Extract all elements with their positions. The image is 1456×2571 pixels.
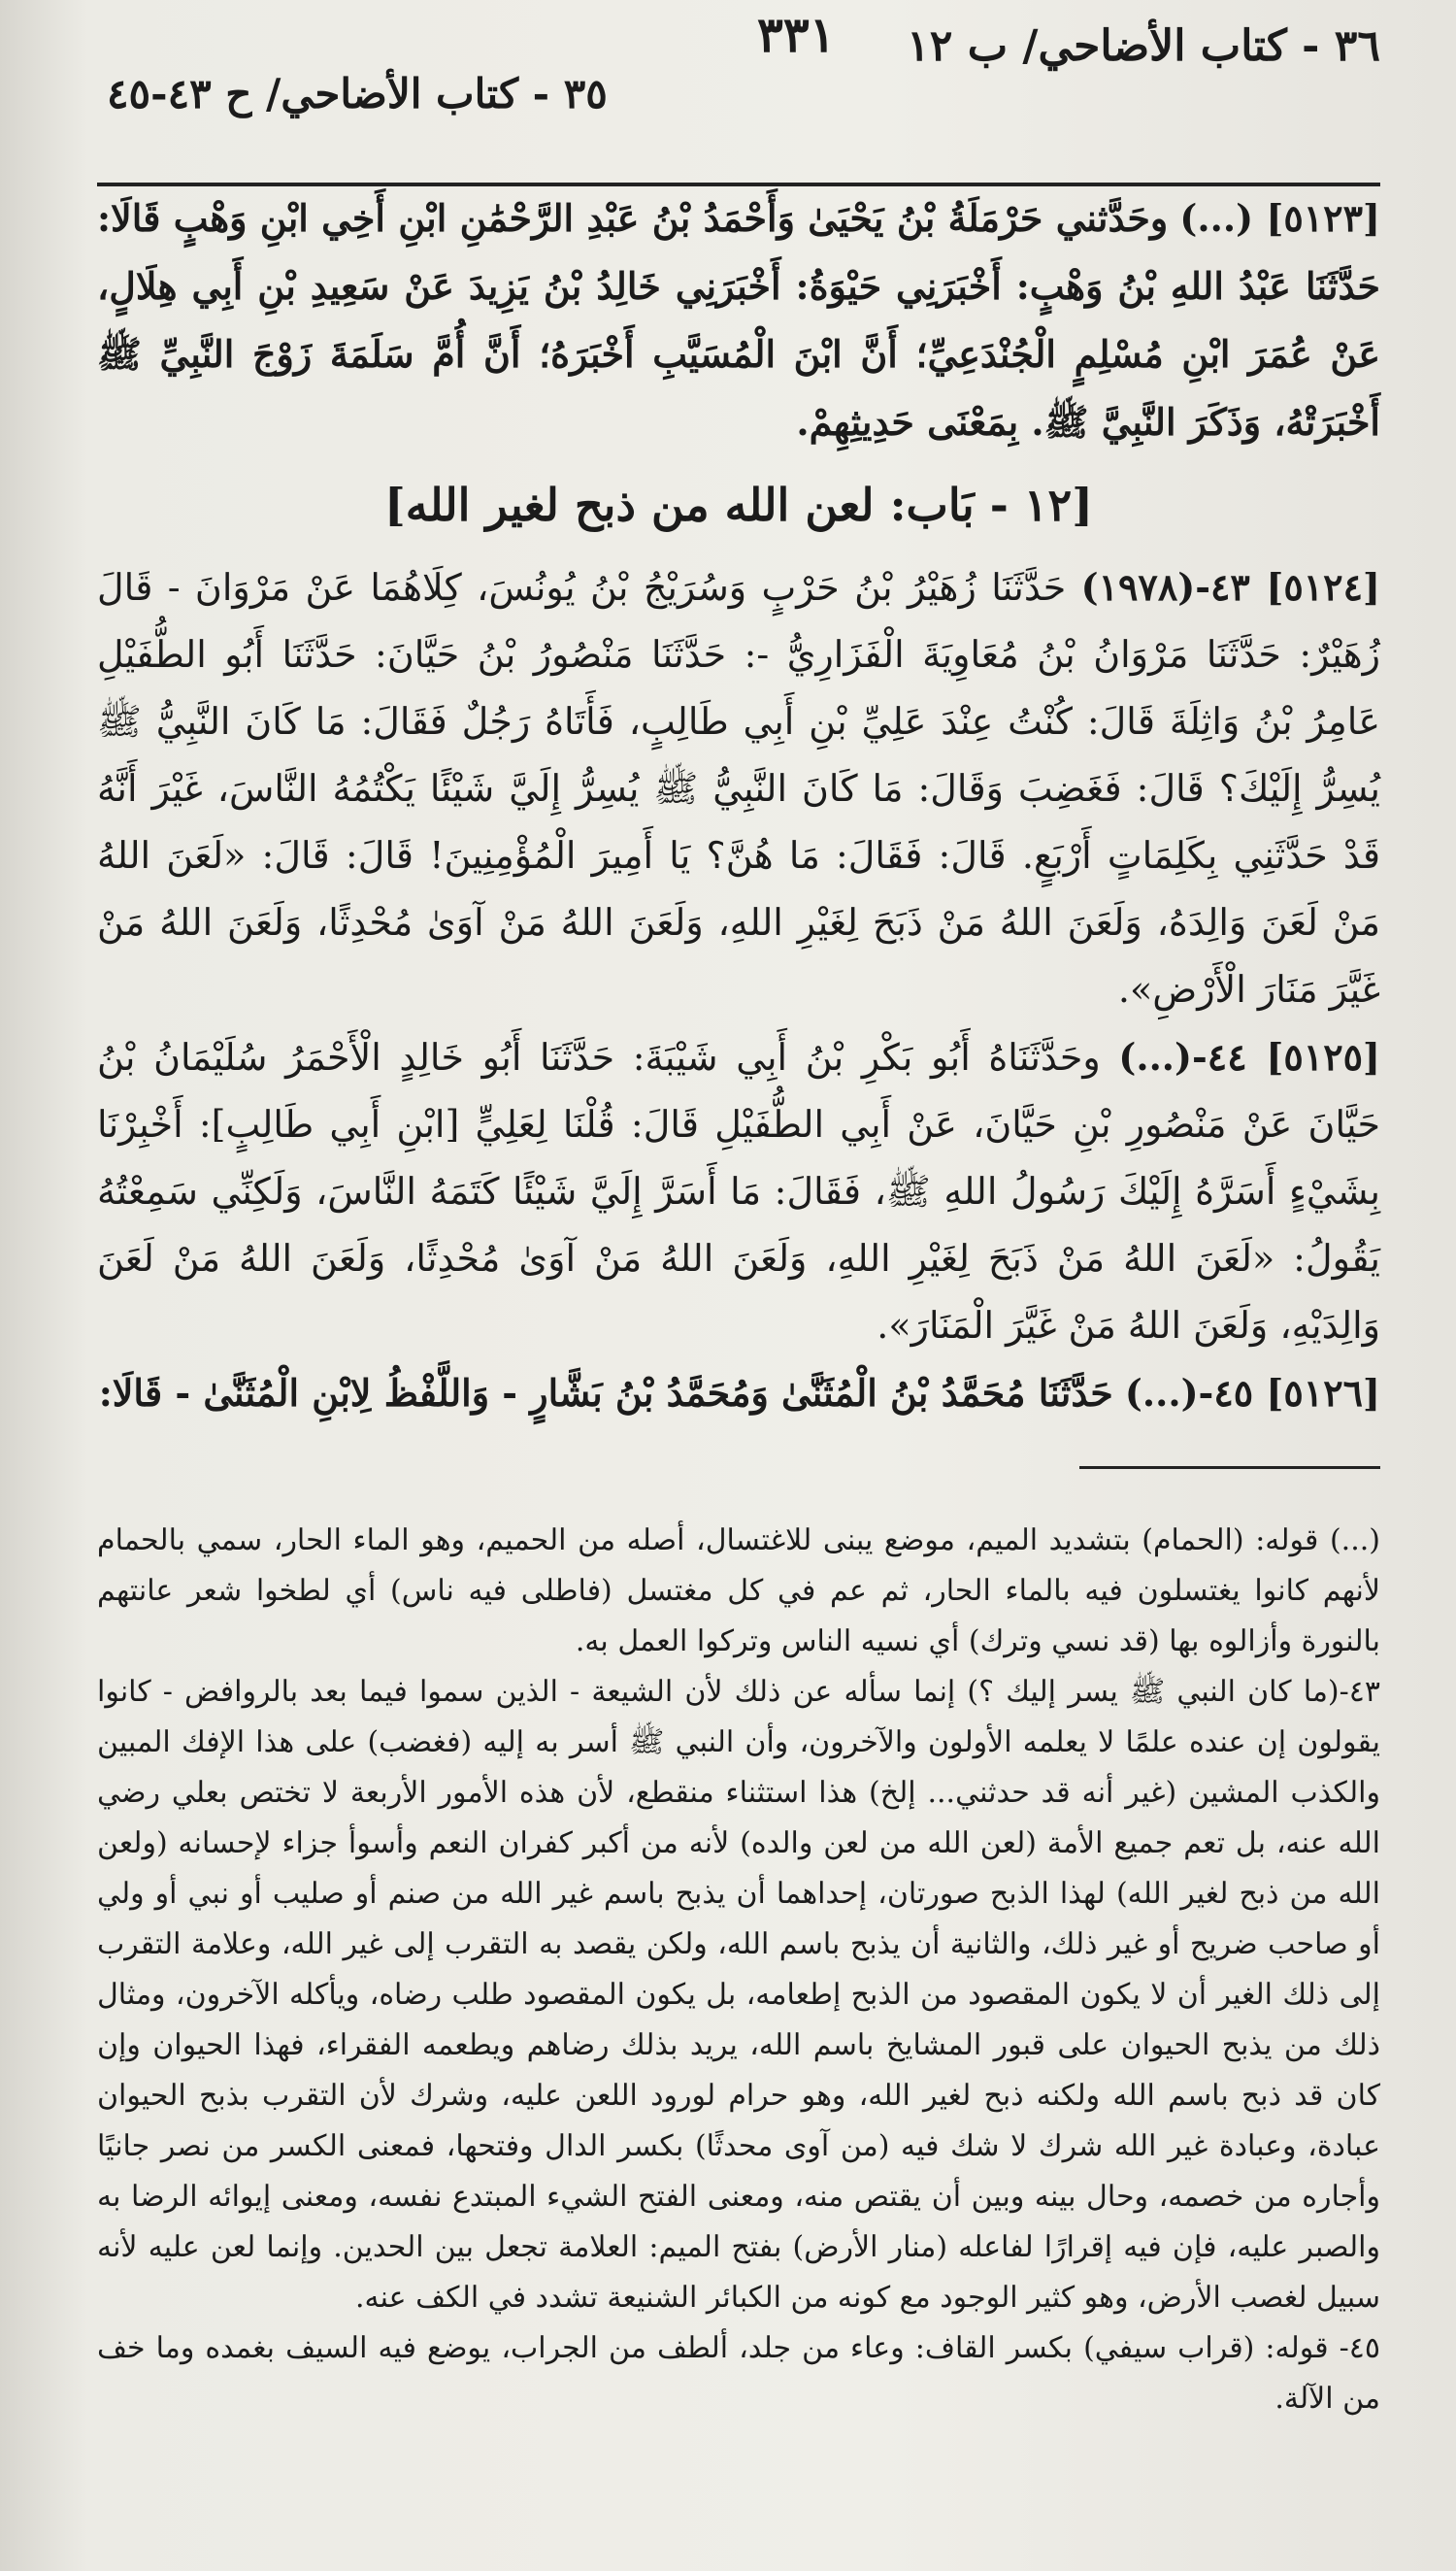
footnote: ٤٥- قوله: (قراب سيفي) بكسر القاف: وعاء من جلد، ألطف من الجراب، يوضع فيه السيف بغمده وما خف من الآلة. (97, 2331, 1380, 2416)
footnote-rule (1079, 1466, 1380, 1469)
hadith-body: وحَدَّثني حَرْمَلَةُ بْنُ يَحْيَىٰ وَأَحْمَدُ بْنُ عَبْدِ الرَّحْمَٰنِ ابْنِ أَخِي ابْنِ وَهْبٍ قَالَا: حَدَّثَنَا عَبْدُ اللهِ بْنُ وَهْبٍ: أَخْبَرَنِي حَيْوَةُ: أَخْبَرَنِي خَالِدُ بْنُ يَزِيدَ عَنْ سَعِيدِ بْنِ أَبِي هِلَالٍ، عَنْ عُمَرَ ابْنِ مُسْلِمٍ الْجُنْدَعِيِّ؛ أَنَّ ابْنَ الْمُسَيَّبِ أَخْبَرَهُ؛ أَنَّ أُمَّ سَلَمَةَ زَوْجَ النَّبِيِّ ﷺ أَخْبَرَتْهُ، وَذَكَرَ النَّبِيَّ ﷺ. بِمَعْنَى حَدِيثِهِمْ. (97, 196, 1380, 444)
hadith-body: حَدَّثَنَا زُهَيْرُ بْنُ حَرْبٍ وَسُرَيْجُ بْنُ يُونُسَ، كِلَاهُمَا عَنْ مَرْوَانَ - قَالَ زُهَيْرٌ: حَدَّثَنَا مَرْوَانُ بْنُ مُعَاوِيَةَ الْفَزَارِيُّ -: حَدَّثَنَا مَنْصُورُ بْنُ حَيَّانَ: حَدَّثَنَا أَبُو الطُّفَيْلِ عَامِرُ بْنُ وَاثِلَةَ قَالَ: كُنْتُ عِنْدَ عَلِيِّ بْنِ أَبِي طَالِبٍ، فَأَتَاهُ رَجُلٌ فَقَالَ: مَا كَانَ النَّبِيُّ ﷺ يُسِرُّ إِلَيْكَ؟ قَالَ: فَغَضِبَ وَقَالَ: مَا كَانَ النَّبِيُّ ﷺ يُسِرُّ إِلَيَّ شَيْئًا يَكْتُمُهُ النَّاسَ، غَيْرَ أَنَّهُ قَدْ حَدَّثَنِي بِكَلِمَاتٍ أَرْبَعٍ. قَالَ: فَقَالَ: مَا هُنَّ؟ يَا أَمِيرَ الْمُؤْمِنِينَ! قَالَ: قَالَ: «لَعَنَ اللهُ مَنْ لَعَنَ وَالِدَهُ، وَلَعَنَ اللهُ مَنْ ذَبَحَ لِغَيْرِ اللهِ، وَلَعَنَ اللهُ مَنْ آوَىٰ مُحْدِثًا، وَلَعَنَ اللهُ مَنْ غَيَّرَ مَنَارَ الْأَرْضِ». (97, 566, 1380, 1011)
hadith-5123 (97, 184, 1380, 456)
footnote: (...) قوله: (الحمام) بتشديد الميم، موضع يبنى للاغتسال، أصله من الحميم، وهو الماء الحار، سمي بالحمام لأنهم كانوا يغتسلون فيه بالماء الحار، ثم عم في كل مغتسل (فاطلى فيه ناس) أي لطخوا شعر عانتهم بالنورة وأزالوه بها (قد نسي وترك) أي نسيه الناس وتركوا العمل به. (97, 1523, 1380, 1658)
running-head-right: ٣٦ - كتاب الأضاحي/ ب ١٢ (907, 21, 1380, 71)
header-rule (97, 183, 1380, 186)
hadith-number: [٥١٢٥] ٤٤-(...) (1118, 1035, 1380, 1079)
hadith-number: [٥١٢٤] ٤٣-(١٩٧٨) (1080, 565, 1380, 609)
hadith-body: وحَدَّثَنَاهُ أَبُو بَكْرِ بْنُ أَبِي شَيْبَةَ: حَدَّثَنَا أَبُو خَالِدٍ الْأَحْمَرُ سُلَيْمَانُ بْنُ حَيَّانَ عَنْ مَنْصُورِ بْنِ حَيَّانَ، عَنْ أَبِي الطُّفَيْلِ قَالَ: قُلْنَا لِعَلِيٍّ [ابْنِ أَبِي طَالِبٍ]: أَخْبِرْنَا بِشَيْءٍ أَسَرَّهُ إِلَيْكَ رَسُولُ اللهِ ﷺ، فَقَالَ: مَا أَسَرَّ إِلَيَّ شَيْئًا كَتَمَهُ النَّاسَ، وَلَكِنِّي سَمِعْتُهُ يَقُولُ: «لَعَنَ اللهُ مَنْ ذَبَحَ لِغَيْرِ اللهِ، وَلَعَنَ اللهُ مَنْ آوَىٰ مُحْدِثًا، وَلَعَنَ اللهُ مَنْ لَعَنَ وَالِدَيْهِ، وَلَعَنَ اللهُ مَنْ غَيَّرَ الْمَنَارَ». (97, 1036, 1380, 1347)
page-header (97, 0, 1380, 184)
hadith-5125 (97, 1023, 1380, 1359)
page-number: ٣٣١ (757, 6, 836, 63)
hadith-text (97, 184, 1380, 1427)
hadith-body: حَدَّثَنَا مُحَمَّدُ بْنُ الْمُثَنَّىٰ وَمُحَمَّدُ بْنُ بَشَّارٍ - وَاللَّفْظُ لِابْنِ الْمُثَنَّىٰ - قَالَا: (98, 1371, 1113, 1415)
hadith-5126 (97, 1359, 1380, 1427)
hadith-5124 (97, 553, 1380, 1023)
chapter-heading: [١٢ - بَاب: لعن الله من ذبح لغير الله] (384, 479, 1093, 531)
footnotes (97, 1516, 1380, 2424)
running-head-left: ٣٥ - كتاب الأضاحي/ ح ٤٣-٤٥ (107, 70, 608, 117)
hadith-number: [٥١٢٣] (...) (1179, 196, 1380, 240)
hadith-number: [٥١٢٦] ٤٥-(...) (1124, 1371, 1380, 1415)
footnote: ٤٣-(ما كان النبي ﷺ يسر إليك ؟) إنما سأله عن ذلك لأن الشيعة - الذين سموا فيما بعد بالروافض - كانوا يقولون إن عنده علمًا لا يعلمه الأولون والآخرون، وأن النبي ﷺ أسر به إليه (فغضب) على هذا الإفك المبين والكذب المشين (غير أنه قد حدثني... إلخ) هذا استثناء منقطع، لأن هذه الأمور الأربعة لا تختص بعلي رضي الله عنه، بل تعم جميع الأمة (لعن الله من لعن والده) لأنه من أكبر كفران النعم وأسوأ جزاء لإحسانه (ولعن الله من ذبح لغير الله) لهذا الذبح صورتان، إحداهما أن يذبح باسم غير الله من صنم أو صليب أو نبي أو ولي أو صاحب ضريح أو غير ذلك، والثانية أن يذبح باسم الله، ولكن يقصد به التقرب إلى غير الله، وعلامة التقرب إلى ذلك الغير أن لا يكون المقصود من الذبح إطعامه، بل يكون المقصود طلب رضاه، ويأكله الآخرون، ومثال ذلك من يذبح الحيوان على قبور المشايخ باسم الله، يريد بذلك رضاهم ويطعمه الفقراء، فهذا الحيوان وإن كان قد ذبح باسم الله ولكنه ذبح لغير الله، وهو حرام لورود اللعن عليه، وشرك لأن التقرب بذبح الحيوان عبادة، وعبادة غير الله شرك لا شك فيه (من آوى محدثًا) بكسر الدال وفتحها، فمعنى الكسر من نصر جانيًا وأجاره من خصمه، وحال بينه وبين أن يقتص منه، ومعنى الفتح الشيء المبتدع نفسه، ومعنى إيوائه الرضا به والصبر عليه، فإن فيه إقرارًا لفاعله (منار الأرض) بفتح الميم: العلامة تجعل بين الحدين. وإنما لعن عليه لأنه سبيل لغصب الأرض، وهو كثير الوجود مع كونه من الكبائر الشنيعة تشدد في الكف عنه. (97, 1675, 1380, 2315)
